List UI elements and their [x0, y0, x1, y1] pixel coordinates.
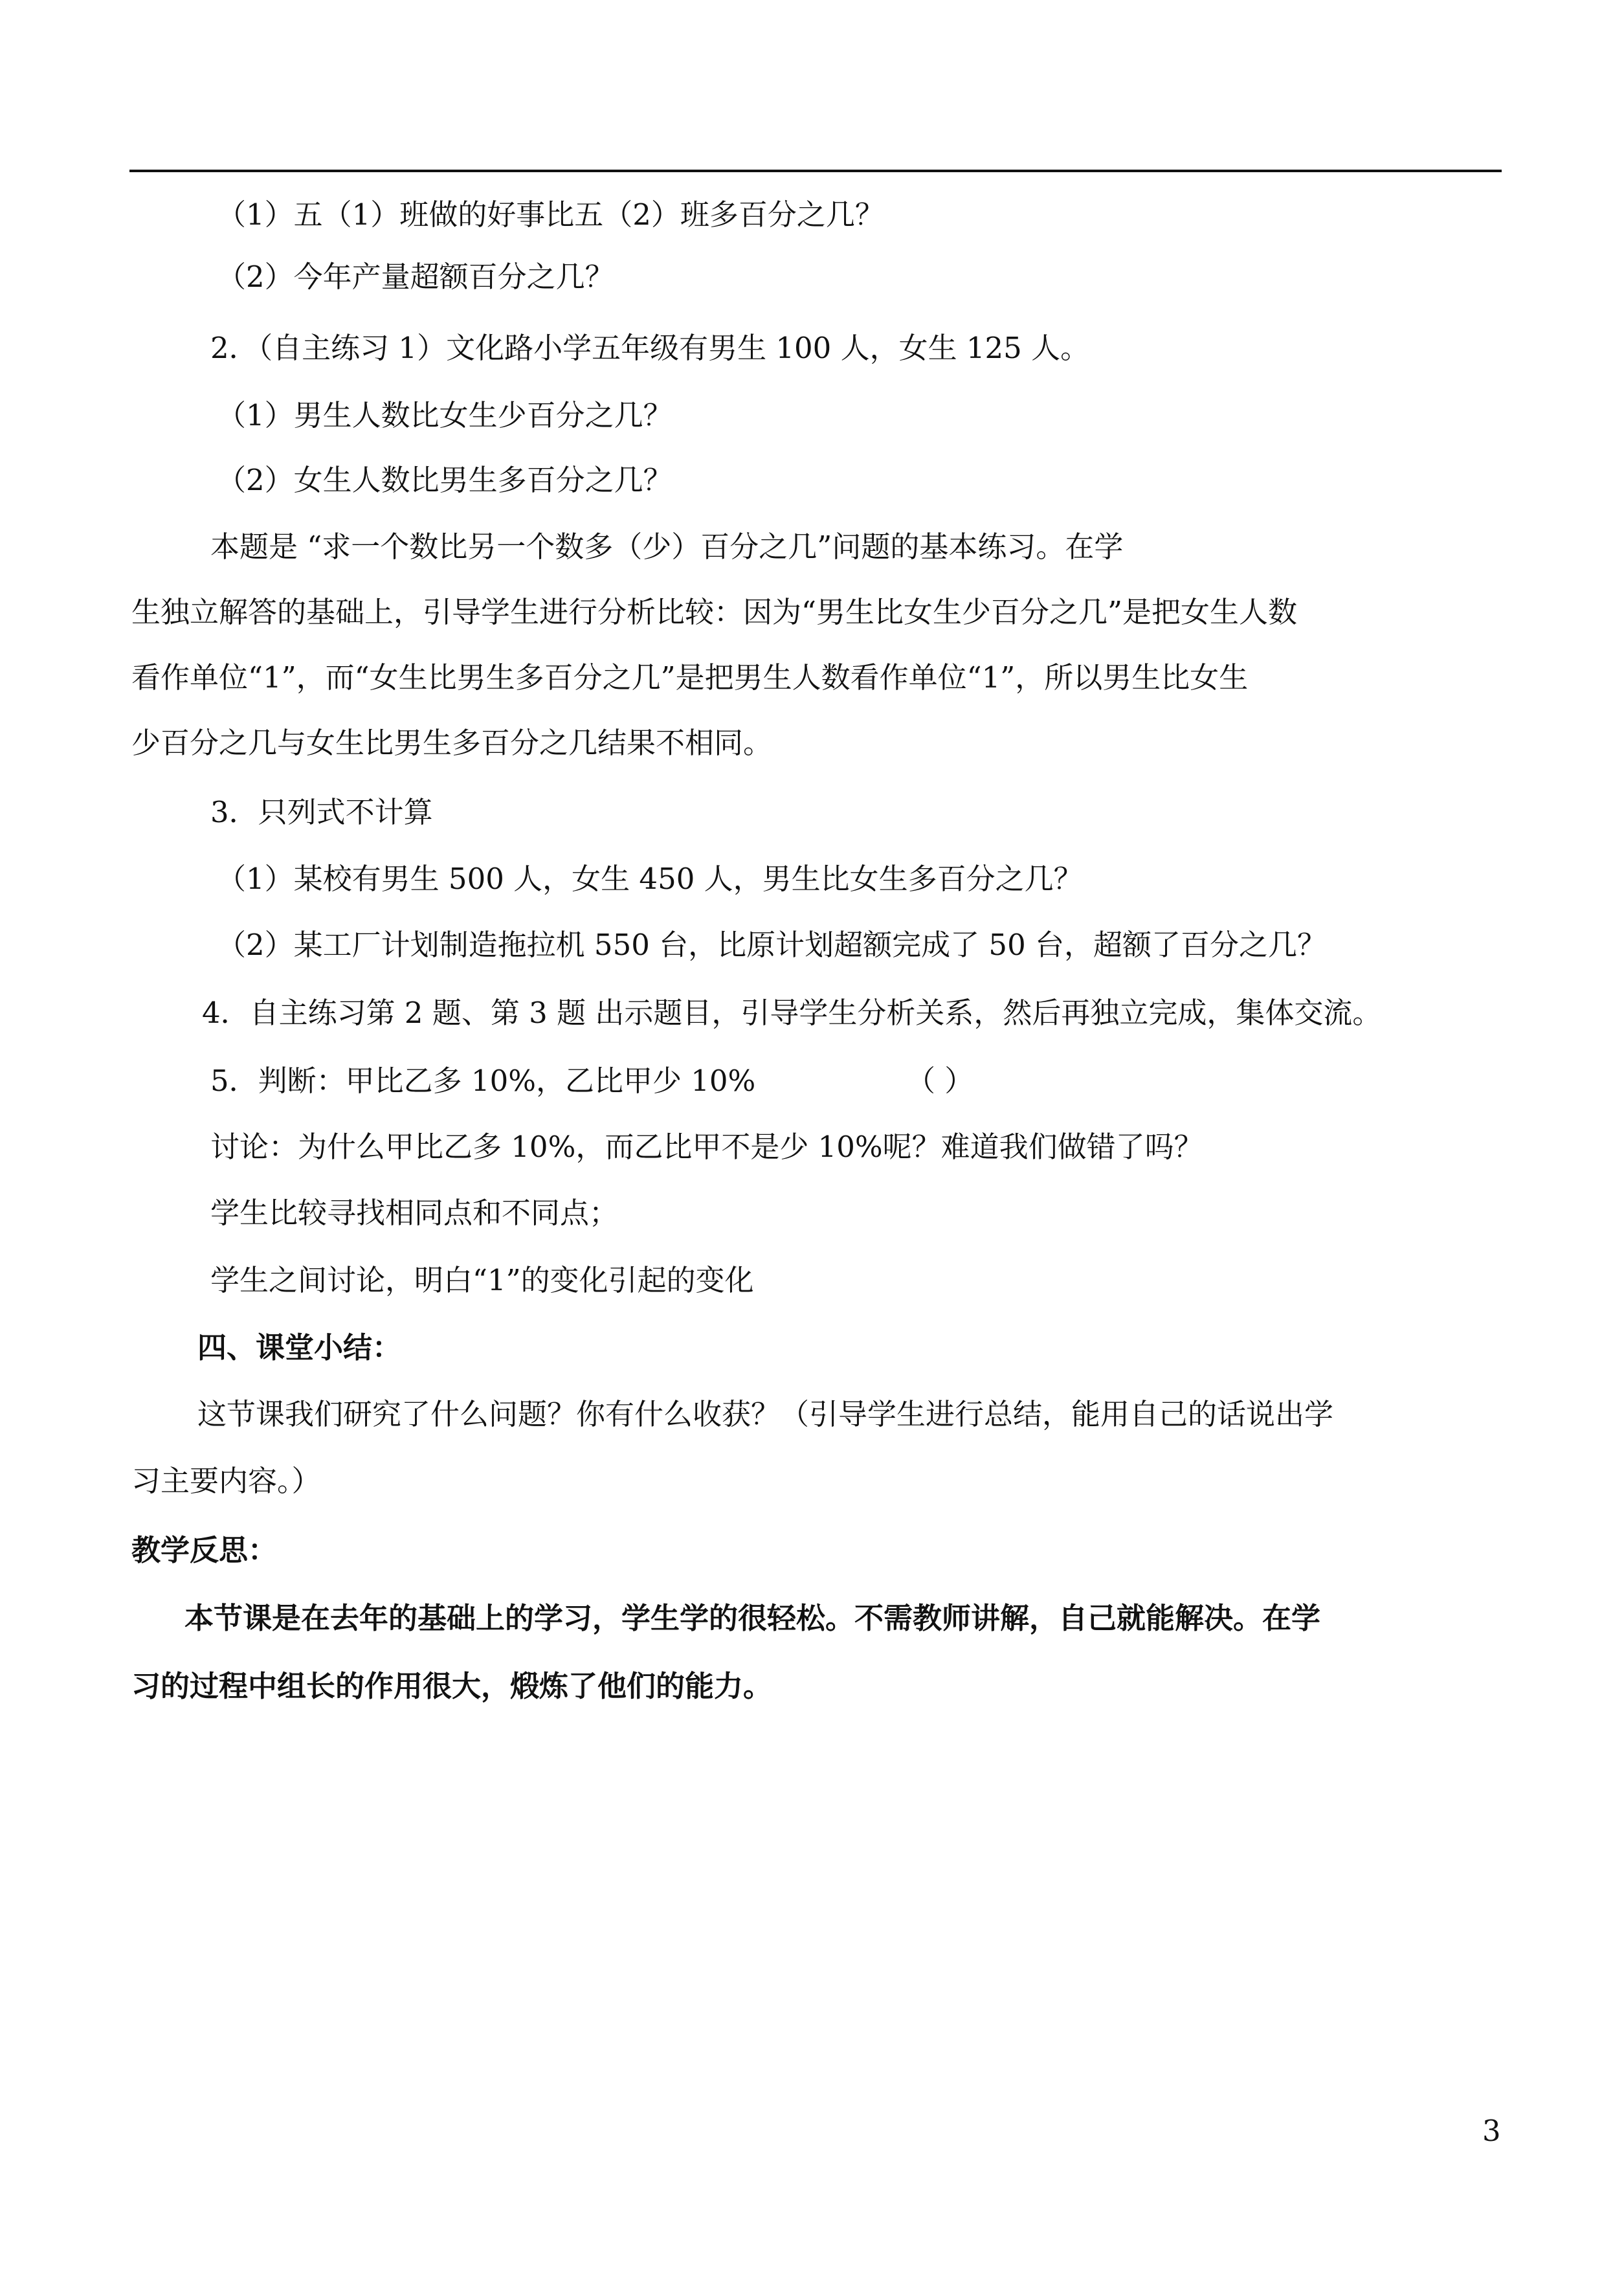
explanation-line-4: 少百分之几与女生比男生多百分之几结果不相同。 [131, 726, 773, 760]
explanation-line-2: 生独立解答的基础上，引导学生进行分析比较：因为“男生比女生少百分之几”是把女生人数 [131, 595, 1298, 629]
explanation-line-1: 本题是 “求一个数比另一个数多（少）百分之几”问题的基本练习。在学 [210, 530, 1124, 564]
student-discussion-note: 学生之间讨论，明白“1”的变化引起的变化 [210, 1263, 754, 1297]
discussion-question: 讨论：为什么甲比乙多 10%，而乙比甲不是少 10%呢？难道我们做错了吗？ [210, 1130, 1203, 1164]
exercise-5-judgement: 5．判断：甲比乙多 10%，乙比甲少 10% [210, 1064, 756, 1098]
exercise-2-title: 2．（自主练习 1）文化路小学五年级有男生 100 人，女生 125 人。 [210, 331, 1090, 365]
page-number: 3 [1482, 2114, 1501, 2148]
exercise-1-sub-1: （1）五（1）班做的好事比五（2）班多百分之几？ [217, 197, 884, 232]
exercise-3-sub-2: （2）某工厂计划制造拖拉机 550 台，比原计划超额完成了 50 台，超额了百分之几？ [217, 928, 1327, 962]
exercise-3-title: 3．只列式不计算 [210, 795, 433, 829]
student-compare-note: 学生比较寻找相同点和不同点； [210, 1196, 619, 1230]
summary-line-1: 这节课我们研究了什么问题？你有什么收获？（引导学生进行总结，能用自己的话说出学 [197, 1397, 1334, 1431]
explanation-line-3: 看作单位“1”，而“女生比男生多百分之几”是把男生人数看作单位“1”，所以男生比女生 [131, 660, 1249, 695]
exercise-3-sub-1: （1）某校有男生 500 人，女生 450 人，男生比女生多百分之几？ [217, 862, 1083, 896]
judgement-answer-blank: （ ） [906, 1064, 974, 1098]
reflection-line-1: 本节课是在去年的基础上的学习，学生学的很轻松。不需教师讲解，自己就能解决。在学 [184, 1601, 1321, 1635]
reflection-line-2: 习的过程中组长的作用很大，煅炼了他们的能力。 [131, 1669, 773, 1703]
exercise-2-sub-2: （2）女生人数比男生多百分之几？ [217, 463, 673, 497]
section-summary-heading: 四、课堂小结： [197, 1330, 402, 1365]
exercise-2-sub-1: （1）男生人数比女生少百分之几？ [217, 398, 673, 432]
header-rule [129, 170, 1502, 172]
exercise-4: 4．自主练习第 2 题、第 3 题 出示题目，引导学生分析关系，然后再独立完成，集体交流。 [202, 996, 1382, 1030]
reflection-heading: 教学反思： [131, 1533, 278, 1567]
exercise-1-sub-2: （2）今年产量超额百分之几？ [217, 260, 614, 294]
summary-line-2: 习主要内容。） [131, 1464, 321, 1498]
